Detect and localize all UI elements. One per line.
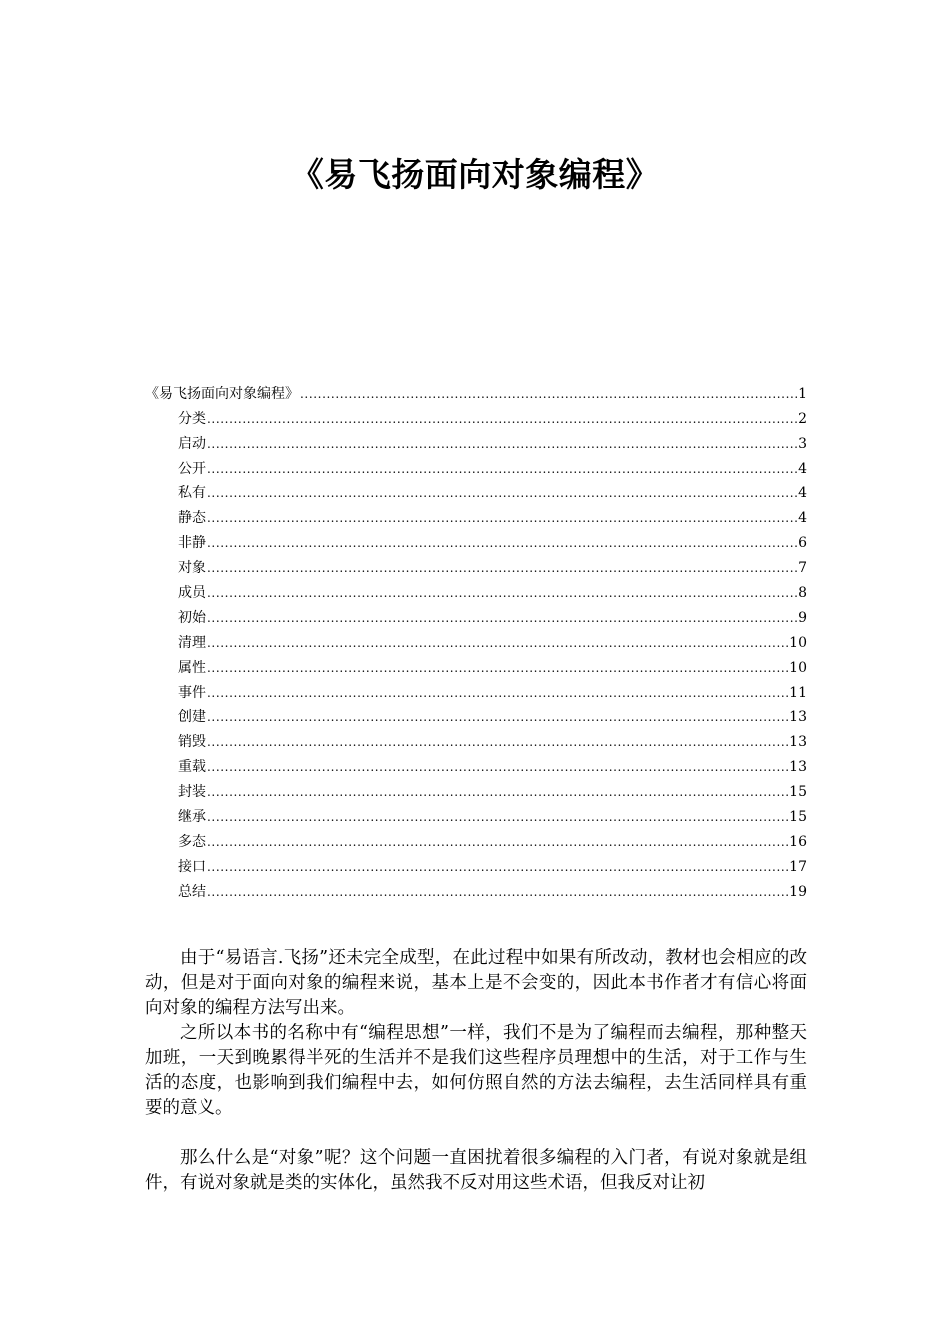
toc-entry[interactable] xyxy=(145,876,807,901)
table-of-contents xyxy=(145,378,807,901)
toc-dot-leader xyxy=(207,684,788,702)
toc-entry-label: 私有 xyxy=(178,485,206,502)
toc-dot-leader xyxy=(207,584,797,602)
toc-dot-leader xyxy=(207,609,797,627)
document-title: 《易飞扬面向对象编程》 xyxy=(290,155,660,194)
toc-entry-page-number: 16 xyxy=(789,833,807,850)
toc-entry-page-number: 13 xyxy=(789,734,807,751)
toc-entry-label: 静态 xyxy=(178,510,206,527)
toc-entry-label: 《易飞扬面向对象编程》 xyxy=(145,385,299,402)
toc-entry-page-number: 13 xyxy=(789,759,807,776)
toc-entry-page-number: 13 xyxy=(789,709,807,726)
toc-entry[interactable] xyxy=(145,478,807,503)
toc-entry-label: 继承 xyxy=(178,809,206,826)
toc-entry-label: 接口 xyxy=(178,858,206,875)
toc-dot-leader xyxy=(207,659,788,677)
toc-entry-page-number: 4 xyxy=(798,510,807,527)
toc-entry-label: 成员 xyxy=(178,585,206,602)
toc-entry[interactable] xyxy=(145,627,807,652)
toc-entry[interactable] xyxy=(145,428,807,453)
toc-entry[interactable] xyxy=(145,403,807,428)
toc-dot-leader xyxy=(207,410,797,428)
toc-entry[interactable] xyxy=(145,801,807,826)
toc-entry[interactable] xyxy=(145,378,807,403)
toc-dot-leader xyxy=(207,460,797,478)
toc-entry-page-number: 15 xyxy=(789,809,807,826)
toc-dot-leader xyxy=(300,385,797,403)
toc-dot-leader xyxy=(207,484,797,502)
toc-dot-leader xyxy=(207,833,788,851)
toc-entry-label: 多态 xyxy=(178,833,206,850)
toc-entry[interactable] xyxy=(145,726,807,751)
toc-entry-label: 重载 xyxy=(178,759,206,776)
toc-entry-label: 封装 xyxy=(178,784,206,801)
toc-entry-label: 非静 xyxy=(178,535,206,552)
toc-entry-page-number: 11 xyxy=(789,684,807,701)
toc-dot-leader xyxy=(207,808,788,826)
toc-dot-leader xyxy=(207,634,788,652)
toc-entry[interactable] xyxy=(145,851,807,876)
toc-dot-leader xyxy=(207,708,788,726)
toc-entry-page-number: 15 xyxy=(789,784,807,801)
toc-entry[interactable] xyxy=(145,826,807,851)
toc-entry[interactable] xyxy=(145,702,807,727)
body-paragraph: 那么什么是“对象”呢？这个问题一直困扰着很多编程的入门者，有说对象就是组件，有说对象就是类的实体化，虽然我不反对用这些术语，但我反对让初 xyxy=(145,1148,807,1193)
toc-entry-label: 清理 xyxy=(178,634,206,651)
toc-entry-label: 分类 xyxy=(178,410,206,427)
toc-entry-label: 对象 xyxy=(178,560,206,577)
toc-entry-label: 销毁 xyxy=(178,734,206,751)
toc-entry-label: 属性 xyxy=(178,659,206,676)
toc-entry-label: 初始 xyxy=(178,609,206,626)
toc-entry[interactable] xyxy=(145,751,807,776)
toc-entry[interactable] xyxy=(145,776,807,801)
toc-entry-label: 总结 xyxy=(178,883,206,900)
toc-entry-page-number: 17 xyxy=(789,858,807,875)
toc-entry-page-number: 19 xyxy=(789,883,807,900)
toc-dot-leader xyxy=(207,883,788,901)
body-text-section-1 xyxy=(145,946,807,1121)
toc-entry-page-number: 4 xyxy=(798,485,807,502)
body-paragraph: 由于“易语言.飞扬”还未完全成型，在此过程中如果有所改动，教材也会相应的改动，但是对于面向对象的编程来说，基本上是不会变的，因此本书作者才有信心将面向对象的编程方法写出来。 xyxy=(145,948,807,1018)
toc-dot-leader xyxy=(207,559,797,577)
toc-dot-leader xyxy=(207,435,797,453)
toc-dot-leader xyxy=(207,783,788,801)
toc-entry-label: 创建 xyxy=(178,709,206,726)
toc-entry-page-number: 9 xyxy=(798,609,807,626)
body-text-section-2 xyxy=(145,1146,807,1196)
body-paragraph: 之所以本书的名称中有“编程思想”一样，我们不是为了编程而去编程，那种整天加班，一天到晚累得半死的生活并不是我们这些程序员理想中的生活，对于工作与生活的态度，也影响到我们编程中去，如何仿照自然的方法去编程，去生活同样具有重要的意义。 xyxy=(145,1023,807,1118)
toc-entry[interactable] xyxy=(145,652,807,677)
toc-entry-page-number: 1 xyxy=(798,385,807,402)
toc-entry-page-number: 8 xyxy=(798,585,807,602)
toc-entry[interactable] xyxy=(145,527,807,552)
toc-entry-page-number: 10 xyxy=(789,659,807,676)
toc-entry[interactable] xyxy=(145,577,807,602)
toc-entry-page-number: 10 xyxy=(789,634,807,651)
toc-entry-page-number: 7 xyxy=(798,560,807,577)
toc-dot-leader xyxy=(207,758,788,776)
toc-entry-label: 启动 xyxy=(178,435,206,452)
toc-entry-page-number: 2 xyxy=(798,410,807,427)
toc-dot-leader xyxy=(207,534,797,552)
toc-dot-leader xyxy=(207,858,788,876)
toc-dot-leader xyxy=(207,509,797,527)
toc-dot-leader xyxy=(207,733,788,751)
toc-entry[interactable] xyxy=(145,453,807,478)
toc-entry[interactable] xyxy=(145,502,807,527)
toc-entry[interactable] xyxy=(145,677,807,702)
toc-entry-page-number: 4 xyxy=(798,460,807,477)
toc-entry-page-number: 3 xyxy=(798,435,807,452)
toc-entry[interactable] xyxy=(145,602,807,627)
toc-entry-page-number: 6 xyxy=(798,535,807,552)
toc-entry-label: 事件 xyxy=(178,684,206,701)
toc-entry[interactable] xyxy=(145,552,807,577)
toc-entry-label: 公开 xyxy=(178,460,206,477)
